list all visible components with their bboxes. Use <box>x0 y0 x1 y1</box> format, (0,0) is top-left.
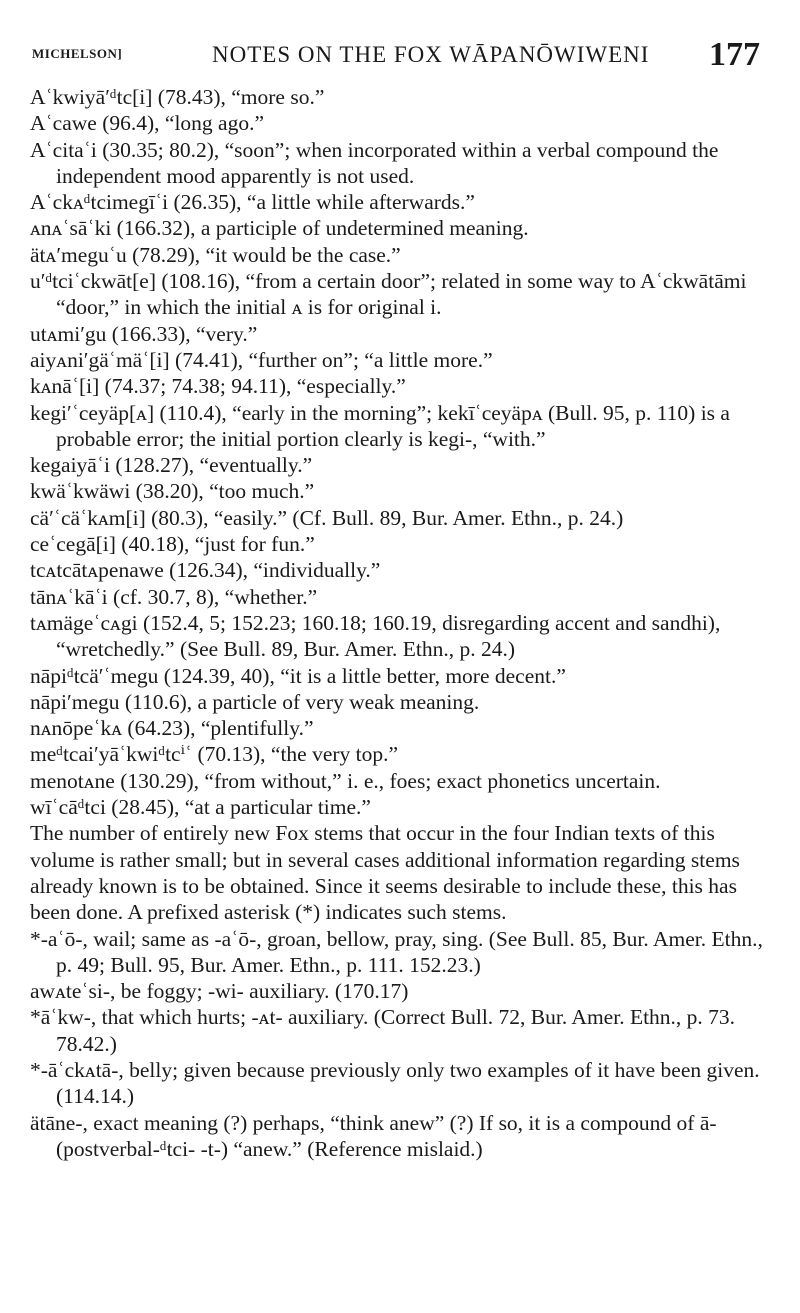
glossary-entry: Aʿckᴀᵈtcimegīʿi (26.35), “a little while afterwards.” <box>30 190 475 215</box>
glossary-entry: menotᴀne (130.29), “from without,” i. e., foes; exact phonetics uncertain. <box>30 768 661 793</box>
glossary-entry: Aʿcawe (96.4), “long ago.” <box>30 111 265 136</box>
stem-entry: *-āʿckᴀtā-, belly; given because previously only two examples of it have been given. (114.14.) <box>30 1057 760 1109</box>
page-number: 177 <box>709 36 760 73</box>
body-paragraph: The number of entirely new Fox stems that occur in the four Indian texts of this volume is rather small; but in several cases additional information regarding stems already known is to be obtained. Since it seems desirable to include these, this has been done. A prefixed asterisk (*) indicates such stems. <box>30 821 740 925</box>
header-title: NOTES ON THE FOX WĀPANŌWIWENI <box>212 42 650 67</box>
glossary-entry: kᴀnāʿ[i] (74.37; 74.38; 94.11), “especially.” <box>30 374 406 399</box>
glossary-entry: ätᴀʹmeguʿu (78.29), “it would be the case.” <box>30 242 401 267</box>
glossary-entry: tānᴀʿkāʿi (cf. 30.7, 8), “whether.” <box>30 584 318 609</box>
stem-entry: *-aʿō-, wail; same as -aʿō-, groan, bellow, pray, sing. (See Bull. 85, Bur. Amer. Ethn., p. 49; Bull. 95, Bur. Amer. Ethn., p. 111. 152.23.) <box>30 926 763 977</box>
glossary-entry: cäʹʿcäʿkᴀm[i] (80.3), “easily.” (Cf. Bull. 89, Bur. Amer. Ethn., p. 24.) <box>30 505 624 530</box>
glossary-entry: tᴀmägeʿcᴀgi (152.4, 5; 152.23; 160.18; 160.19, disregarding accent and sandhi), “wretchedly.” (See Bull. 89, Bur. Amer. Ethn., p. 24.) <box>30 610 721 662</box>
glossary-entry: wīʿcāᵈtci (28.45), “at a particular time.” <box>30 795 371 820</box>
stem-entry: ätāne-, exact meaning (?) perhaps, “think anew” (?) If so, it is a compound of ā- (postverbal-ᵈtci- -t-) “anew.” (Reference mislaid.) <box>30 1110 717 1161</box>
glossary-entry: utᴀmiʹgu (166.33), “very.” <box>30 321 258 346</box>
header-author: MICHELSON] <box>32 46 123 61</box>
glossary-entry: nᴀnōpeʿkᴀ (64.23), “plentifully.” <box>30 716 314 741</box>
glossary-entry: kwäʿkwäwi (38.20), “too much.” <box>30 479 315 504</box>
glossary-entry: Aʿkwiyāʹᵈtc[i] (78.43), “more so.” <box>30 85 325 109</box>
glossary-entry: Aʿcitaʿi (30.35; 80.2), “soon”; when incorporated within a verbal compound the independent mood apparently is not used. <box>30 137 719 188</box>
glossary-entry: meᵈtcaiʹyāʿkwiᵈtcⁱʿ (70.13), “the very top.” <box>30 742 399 767</box>
glossary-entry: nāpiʹmegu (110.6), a particle of very weak meaning. <box>30 689 480 714</box>
glossary-entry: ceʿcegā[i] (40.18), “just for fun.” <box>30 532 315 557</box>
glossary-entry: nāpiᵈtcäʹʿmegu (124.39, 40), “it is a little better, more decent.” <box>30 663 566 688</box>
glossary-entry: kegiʹʿceyäp[ᴀ] (110.4), “early in the morning”; kekīʿceyäpᴀ (Bull. 95, p. 110) is a probable error; the initial portion clearly is kegi-, “with.” <box>30 400 730 451</box>
running-header <box>32 36 760 80</box>
glossary-entry: aiyᴀniʹgäʿmäʿ[i] (74.41), “further on”; “a little more.” <box>30 347 493 372</box>
glossary-entry: kegaiyāʿi (128.27), “eventually.” <box>30 453 313 478</box>
stem-entry: *āʿkw-, that which hurts; -ᴀt- auxiliary. (Correct Bull. 72, Bur. Amer. Ethn., p. 73. 78.42.) <box>30 1005 736 1056</box>
glossary-entry: tcᴀtcātᴀpenawe (126.34), “individually.” <box>30 558 381 583</box>
page-body <box>30 84 772 1162</box>
glossary-entry: ᴀnᴀʿsāʿki (166.32), a participle of undetermined meaning. <box>30 216 529 241</box>
stem-entry: awᴀteʿsi-, be foggy; -wi- auxiliary. (170.17) <box>30 979 409 1004</box>
glossary-entry: uʹᵈtciʿckwāt[e] (108.16), “from a certain door”; related in some way to Aʿckwātāmi “door,” in which the initial ᴀ is for original i. <box>30 269 747 320</box>
